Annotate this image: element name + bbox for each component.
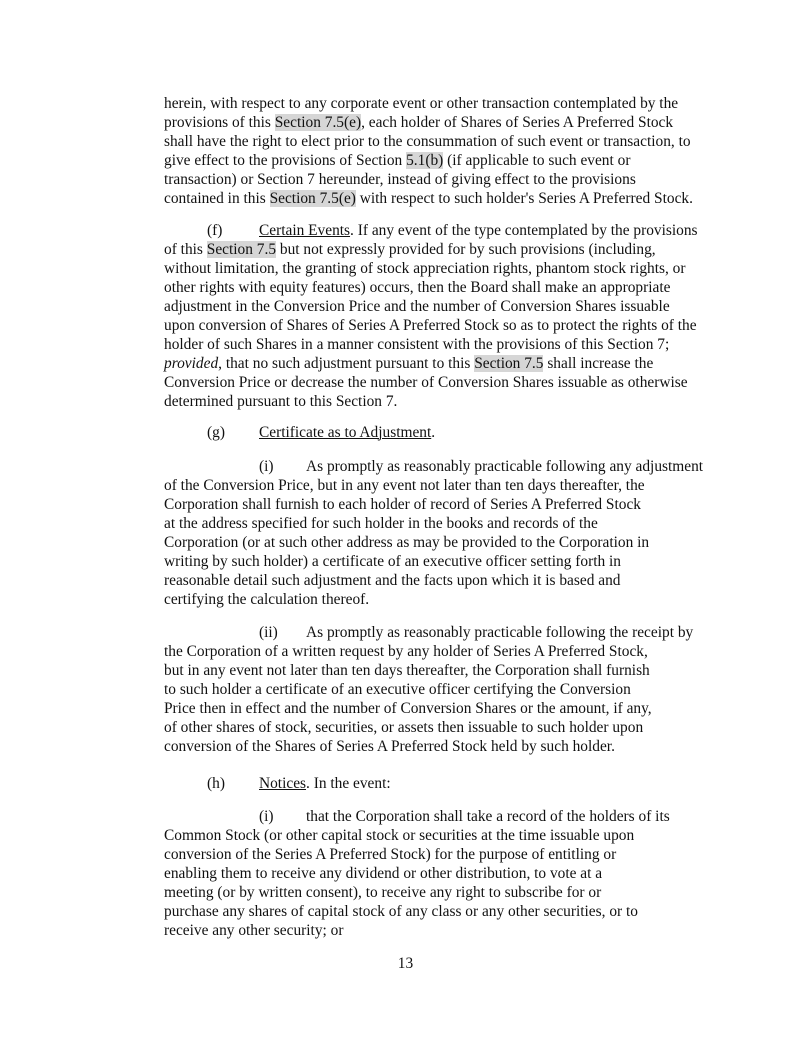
section-reference: 5.1(b) (406, 152, 444, 170)
section-reference: Section 7.5(e) (274, 114, 362, 132)
text-line: enabling them to receive any dividend or other distribution, to vote at a (164, 865, 603, 883)
text-line: contained in this Section 7.5(e) with respect to such holder's Series A Preferred Stock. (164, 190, 693, 208)
text-line: adjustment in the Conversion Price and the number of Conversion Shares issuable (164, 298, 670, 316)
text-line: (g) Certificate as to Adjustment. (164, 423, 724, 442)
text-line: conversion of the Shares of Series A Preferred Stock held by such holder. (164, 738, 615, 756)
paragraph-label: (f) (207, 222, 223, 239)
text-line: (i) that the Corporation shall take a record of the holders of its (164, 807, 724, 826)
text-line: (f) Certain Events. If any event of the type contemplated by the provisions (164, 221, 724, 240)
text-line: give effect to the provisions of Section 5.1(b) (if applicable to such event or (164, 152, 631, 170)
paragraph-label: (g) (207, 424, 225, 441)
text-line: provided, that no such adjustment pursuant to this Section 7.5 shall increase the (164, 355, 654, 373)
subparagraph-label: (i) (259, 808, 274, 825)
text-line: purchase any shares of capital stock of any class or any other securities, or to (164, 903, 638, 921)
section-reference: Section 7.5 (206, 241, 277, 259)
paragraph-g-ii (164, 623, 724, 756)
paragraph-heading: Notices (259, 775, 307, 792)
paragraph-heading: Certain Events (259, 222, 351, 239)
text-line: certifying the calculation thereof. (164, 591, 370, 609)
page-number: 13 (397, 955, 414, 972)
paragraph-h-heading (164, 774, 724, 793)
text-line: of other shares of stock, securities, or assets then issuable to such holder upon (164, 719, 644, 737)
text-line: (ii) As promptly as reasonably practicable following the receipt by (164, 623, 724, 642)
paragraph-g-heading (164, 423, 724, 442)
text-line: Common Stock (or other capital stock or securities at the time issuable upon (164, 827, 635, 845)
text-line: Corporation (or at such other address as may be provided to the Corporation in (164, 534, 650, 552)
text-line: reasonable detail such adjustment and the facts upon which it is based and (164, 572, 621, 590)
text-line: conversion of the Series A Preferred Stock) for the purpose of entitling or (164, 846, 617, 864)
text-line: meeting (or by written consent), to receive any right to subscribe for or (164, 884, 602, 902)
text-line: determined pursuant to this Section 7. (164, 393, 398, 411)
section-reference: Section 7.5 (474, 355, 544, 373)
text-line: Conversion Price or decrease the number of Conversion Shares issuable as otherwise (164, 374, 688, 392)
text-line: (h) Notices. In the event: (164, 774, 724, 793)
text-line: the Corporation of a written request by any holder of Series A Preferred Stock, (164, 643, 648, 661)
paragraph-heading: Certificate as to Adjustment (259, 424, 432, 441)
text-line: provisions of this Section 7.5(e), each holder of Shares of Series A Preferred Stock (164, 114, 674, 132)
text-line: but in any event not later than ten days thereafter, the Corporation shall furnish (164, 662, 650, 680)
subparagraph-label: (i) (259, 458, 274, 475)
text-line: at the address specified for such holder in the books and records of the (164, 515, 598, 533)
paragraph-h-i (164, 807, 724, 940)
paragraph-e-continuation (164, 94, 724, 208)
section-reference: Section 7.5(e) (269, 190, 356, 208)
text-line: Corporation shall furnish to each holder of record of Series A Preferred Stock (164, 496, 641, 514)
text-line: of this Section 7.5 but not expressly provided for by such provisions (including, (164, 241, 656, 259)
text-line: receive any other security; or (164, 922, 344, 940)
text-line: without limitation, the granting of stock appreciation rights, phantom stock rights, or (164, 260, 686, 278)
text-line: to such holder a certificate of an executive officer certifying the Conversion (164, 681, 631, 699)
subparagraph-label: (ii) (259, 624, 278, 641)
text-line: Price then in effect and the number of Conversion Shares or the amount, if any, (164, 700, 652, 718)
text-line: holder of such Shares in a manner consistent with the provisions of this Section 7; (164, 336, 670, 354)
paragraph-label: (h) (207, 775, 225, 792)
text-line: transaction) or Section 7 hereunder, instead of giving effect to the provisions (164, 171, 636, 189)
text-line: (i) As promptly as reasonably practicable following any adjustment (164, 457, 724, 476)
text-line: other rights with equity features) occurs, then the Board shall make an appropriate (164, 279, 671, 297)
text-line: writing by such holder) a certificate of an executive officer setting forth in (164, 553, 621, 571)
text-line: shall have the right to elect prior to the consummation of such event or transaction, to (164, 133, 691, 151)
text-line: herein, with respect to any corporate event or other transaction contemplated by the (164, 95, 679, 112)
paragraph-f (164, 221, 724, 411)
text-line: upon conversion of Shares of Series A Preferred Stock so as to protect the rights of the (164, 317, 697, 335)
paragraph-g-i (164, 457, 724, 609)
text-line: of the Conversion Price, but in any event not later than ten days thereafter, the (164, 477, 645, 495)
